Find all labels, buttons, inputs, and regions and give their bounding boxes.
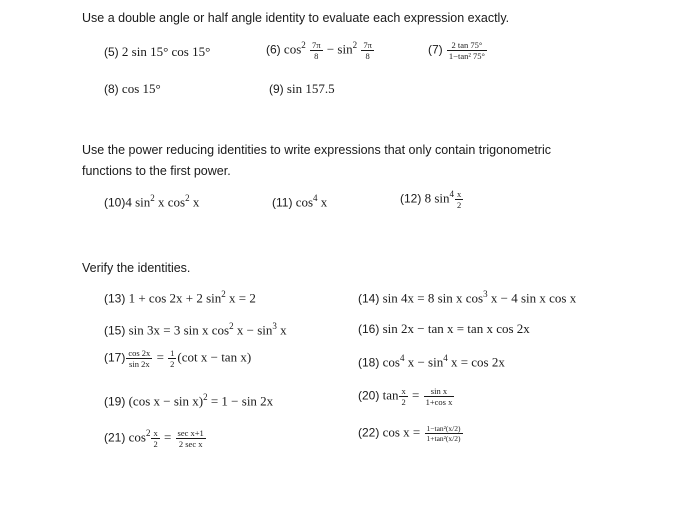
denominator: 1−tan² 75° — [448, 51, 485, 61]
exponent: 2 — [203, 392, 208, 402]
problem-number: (9) — [269, 82, 284, 96]
equals: = — [408, 387, 423, 403]
expr-part: x — [189, 194, 200, 210]
equals: = — [153, 349, 168, 365]
problem-9 — [269, 81, 335, 97]
denominator: sin 2x — [129, 359, 150, 369]
fraction — [455, 189, 463, 210]
fraction — [310, 40, 323, 61]
expr-part: cos — [295, 194, 314, 210]
problem-16 — [358, 321, 530, 337]
expr-part: 1 + cos 2x + 2 sin — [128, 290, 222, 306]
problem-10 — [104, 193, 199, 210]
numerator: 1 — [170, 348, 175, 358]
numerator: x — [457, 189, 462, 199]
problem-19 — [104, 392, 273, 409]
problem-number: (21) — [104, 430, 126, 445]
exponent: 4 — [313, 193, 318, 203]
instruction-power-reducing — [82, 140, 551, 182]
problem-number: (16) — [358, 322, 380, 336]
expr-part: cos — [128, 429, 146, 445]
expr-part: x = cos 2x — [447, 354, 505, 370]
problem-number: (8) — [104, 82, 119, 96]
numerator: 2 tan 75° — [447, 40, 487, 51]
denominator: 2 — [401, 397, 406, 407]
expr-part: x cos — [154, 194, 186, 210]
numerator: sin x — [424, 386, 455, 397]
problem-expression: sin 157.5 — [286, 81, 335, 96]
fraction — [176, 428, 206, 449]
problem-17 — [104, 348, 251, 369]
denominator: 2 — [170, 359, 175, 369]
exponent: 3 — [272, 321, 277, 331]
expr-part: x — [317, 194, 328, 210]
expr-part: x — [276, 322, 287, 338]
problem-number: (17) — [104, 350, 126, 365]
numerator: x — [153, 428, 158, 438]
expr-part: (cot x − tan x) — [177, 349, 252, 365]
problem-6 — [266, 40, 375, 61]
numerator: cos 2x — [128, 348, 151, 358]
instruction-verify: Verify the identities. — [82, 261, 191, 275]
problem-number: (7) — [428, 42, 443, 57]
problem-14 — [358, 289, 576, 306]
expr-part: cos — [283, 41, 302, 57]
exponent: 2 — [145, 428, 151, 439]
expr-part: x − sin — [233, 322, 273, 338]
instruction-double-angle: Use a double angle or half angle identity to evaluate each expression exactly. — [82, 11, 510, 25]
problem-expression: sin 2x − tan x = tan x cos 2x — [382, 321, 530, 336]
problem-expression: cos 15° — [121, 81, 161, 96]
numerator: 7π — [363, 40, 372, 50]
denominator: 2 sec x — [178, 439, 203, 449]
expr-part: cos x = — [382, 424, 424, 440]
problem-number: (19) — [104, 394, 126, 409]
problem-number: (20) — [358, 388, 380, 403]
exponent: 2 — [301, 40, 306, 51]
expr-part: = 1 − sin 2x — [207, 393, 274, 409]
fraction — [447, 40, 487, 61]
problem-22 — [358, 424, 464, 443]
expr-part: x − 4 sin x cos x — [487, 290, 577, 306]
problem-number: (15) — [104, 323, 126, 338]
numerator: 7π — [312, 40, 321, 50]
expr-part: sin 3x = 3 sin x cos — [128, 322, 230, 338]
problem-15 — [104, 321, 287, 338]
problem-number: (11) — [272, 195, 293, 210]
equals: = — [160, 429, 175, 445]
exponent: 4 — [443, 353, 448, 363]
numerator: x — [401, 386, 406, 396]
expr-part: (cos x − sin x) — [128, 393, 204, 409]
problem-12 — [400, 189, 464, 210]
fraction — [424, 386, 455, 407]
denominator: 1+tan²(x/2) — [426, 434, 461, 443]
problem-20 — [358, 386, 455, 407]
denominator: 1+cos x — [425, 397, 453, 407]
instruction-line: Use the power reducing identities to write expressions that only contain trigonometric — [82, 143, 551, 157]
problem-7 — [428, 40, 488, 61]
problem-number: (10) — [104, 195, 126, 210]
exponent: 2 — [229, 321, 234, 331]
exponent: 2 — [352, 40, 358, 51]
problem-number: (22) — [358, 425, 380, 440]
denominator: 2 — [153, 439, 158, 449]
problem-13 — [104, 289, 256, 306]
problem-number: (6) — [266, 42, 281, 57]
denominator: 2 — [457, 200, 462, 210]
fraction — [361, 40, 374, 61]
expr-part: 4 sin — [125, 194, 151, 210]
problem-number: (14) — [358, 291, 380, 306]
expr-part: − sin — [326, 41, 353, 57]
expr-part: cos — [382, 354, 400, 370]
exponent: 3 — [483, 289, 488, 299]
problem-number: (18) — [358, 355, 380, 370]
expr-part: 8 sin — [424, 190, 450, 206]
numerator: 1−tan²(x/2) — [426, 424, 461, 433]
fraction — [126, 348, 152, 369]
exponent: 4 — [449, 189, 455, 200]
fraction — [425, 424, 463, 443]
exponent: 2 — [185, 193, 190, 203]
fraction — [151, 428, 159, 449]
expr-part: tan — [382, 387, 399, 403]
fraction — [399, 386, 407, 407]
denominator: 8 — [365, 51, 370, 61]
problem-number: (13) — [104, 291, 126, 306]
instruction-line: functions to the first power. — [82, 164, 231, 178]
expr-part: x = 2 — [225, 290, 256, 306]
expr-part: x − sin — [404, 354, 444, 370]
exponent: 4 — [399, 353, 405, 363]
exponent: 2 — [221, 289, 226, 299]
fraction — [168, 348, 176, 369]
problem-21 — [104, 428, 207, 449]
denominator: 8 — [314, 51, 319, 61]
problem-number: (12) — [400, 191, 422, 206]
problem-18 — [358, 353, 505, 370]
exponent: 2 — [150, 193, 155, 203]
numerator: sec x+1 — [177, 428, 204, 438]
problem-expression: 2 sin 15° cos 15° — [121, 44, 211, 59]
problem-5 — [104, 44, 210, 60]
problem-8 — [104, 81, 161, 97]
expr-part: sin 4x = 8 sin x cos — [382, 290, 484, 306]
problem-11 — [272, 193, 327, 210]
problem-number: (5) — [104, 45, 119, 59]
